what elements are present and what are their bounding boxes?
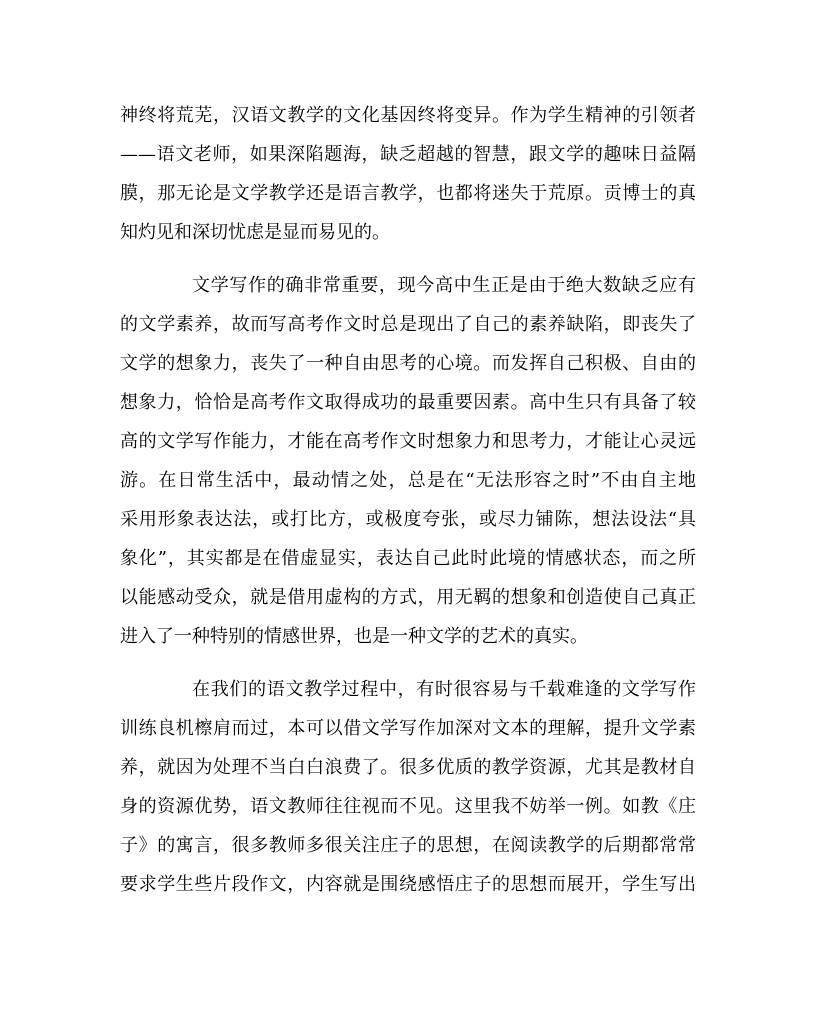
text-line: 想象力，恰恰是高考作文取得成功的最重要因素。高中生只有具备了较 [120,392,696,413]
text-line: 身的资源优势，语文教师往往视而不见。这里我不妨举一例。如教《庄 [120,796,696,817]
text-line: 的文学素养，故而写高考作文时总是现出了自己的素养缺陷，即丧失了 [120,314,696,335]
text-line: ——语文老师，如果深陷题海，缺乏超越的智慧，跟文学的趣味日益隔 [120,144,696,165]
text-line: 养，就因为处理不当白白浪费了。很多优质的教学资源，尤其是教材自 [120,757,696,778]
text-line: 游。在日常生活中，最动情之处，总是在“无法形容之时”不由自主地 [120,470,696,491]
text-line: 子》的寓言，很多教师多很关注庄子的思想，在阅读教学的后期都常常 [120,835,696,856]
text-line: 象化”，其实都是在借虚显实，表达自己此时此境的情感状态，而之所 [120,548,696,569]
text-line: 以能感动受众，就是借用虚构的方式，用无羁的想象和创造使自己真正 [120,587,696,608]
text-line: 文学的想象力，丧失了一种自由思考的心境。而发挥自己积极、自由的 [120,353,696,374]
text-line: 采用形象表达法，或打比方，或极度夸张，或尽力铺陈，想法设法“具 [120,509,696,530]
text-line: 进入了一种特别的情感世界，也是一种文学的艺术的真实。 [120,626,588,647]
text-line: 高的文学写作能力，才能在高考作文时想象力和思考力，才能让心灵远 [120,431,696,452]
paragraph-first-line: 文学写作的确非常重要，现今高中生正是由于绝大数缺乏应有 [192,275,696,296]
text-line: 知灼见和深切忧虑是显而易见的。 [120,222,390,243]
text-line: 要求学生些片段作文，内容就是围绕感悟庄子的思想而展开，学生写出 [120,874,696,895]
paragraph-first-line: 在我们的语文教学过程中，有时很容易与千载难逢的文学写作 [192,679,696,700]
text-line: 膜，那无论是文学教学还是语言教学，也都将迷失于荒原。贡博士的真 [120,183,696,204]
text-line: 神终将荒芜，汉语文教学的文化基因终将变异。作为学生精神的引领者 [120,105,696,126]
text-line: 训练良机檫肩而过，本可以借文学写作加深对文本的理解，提升文学素 [120,718,696,739]
